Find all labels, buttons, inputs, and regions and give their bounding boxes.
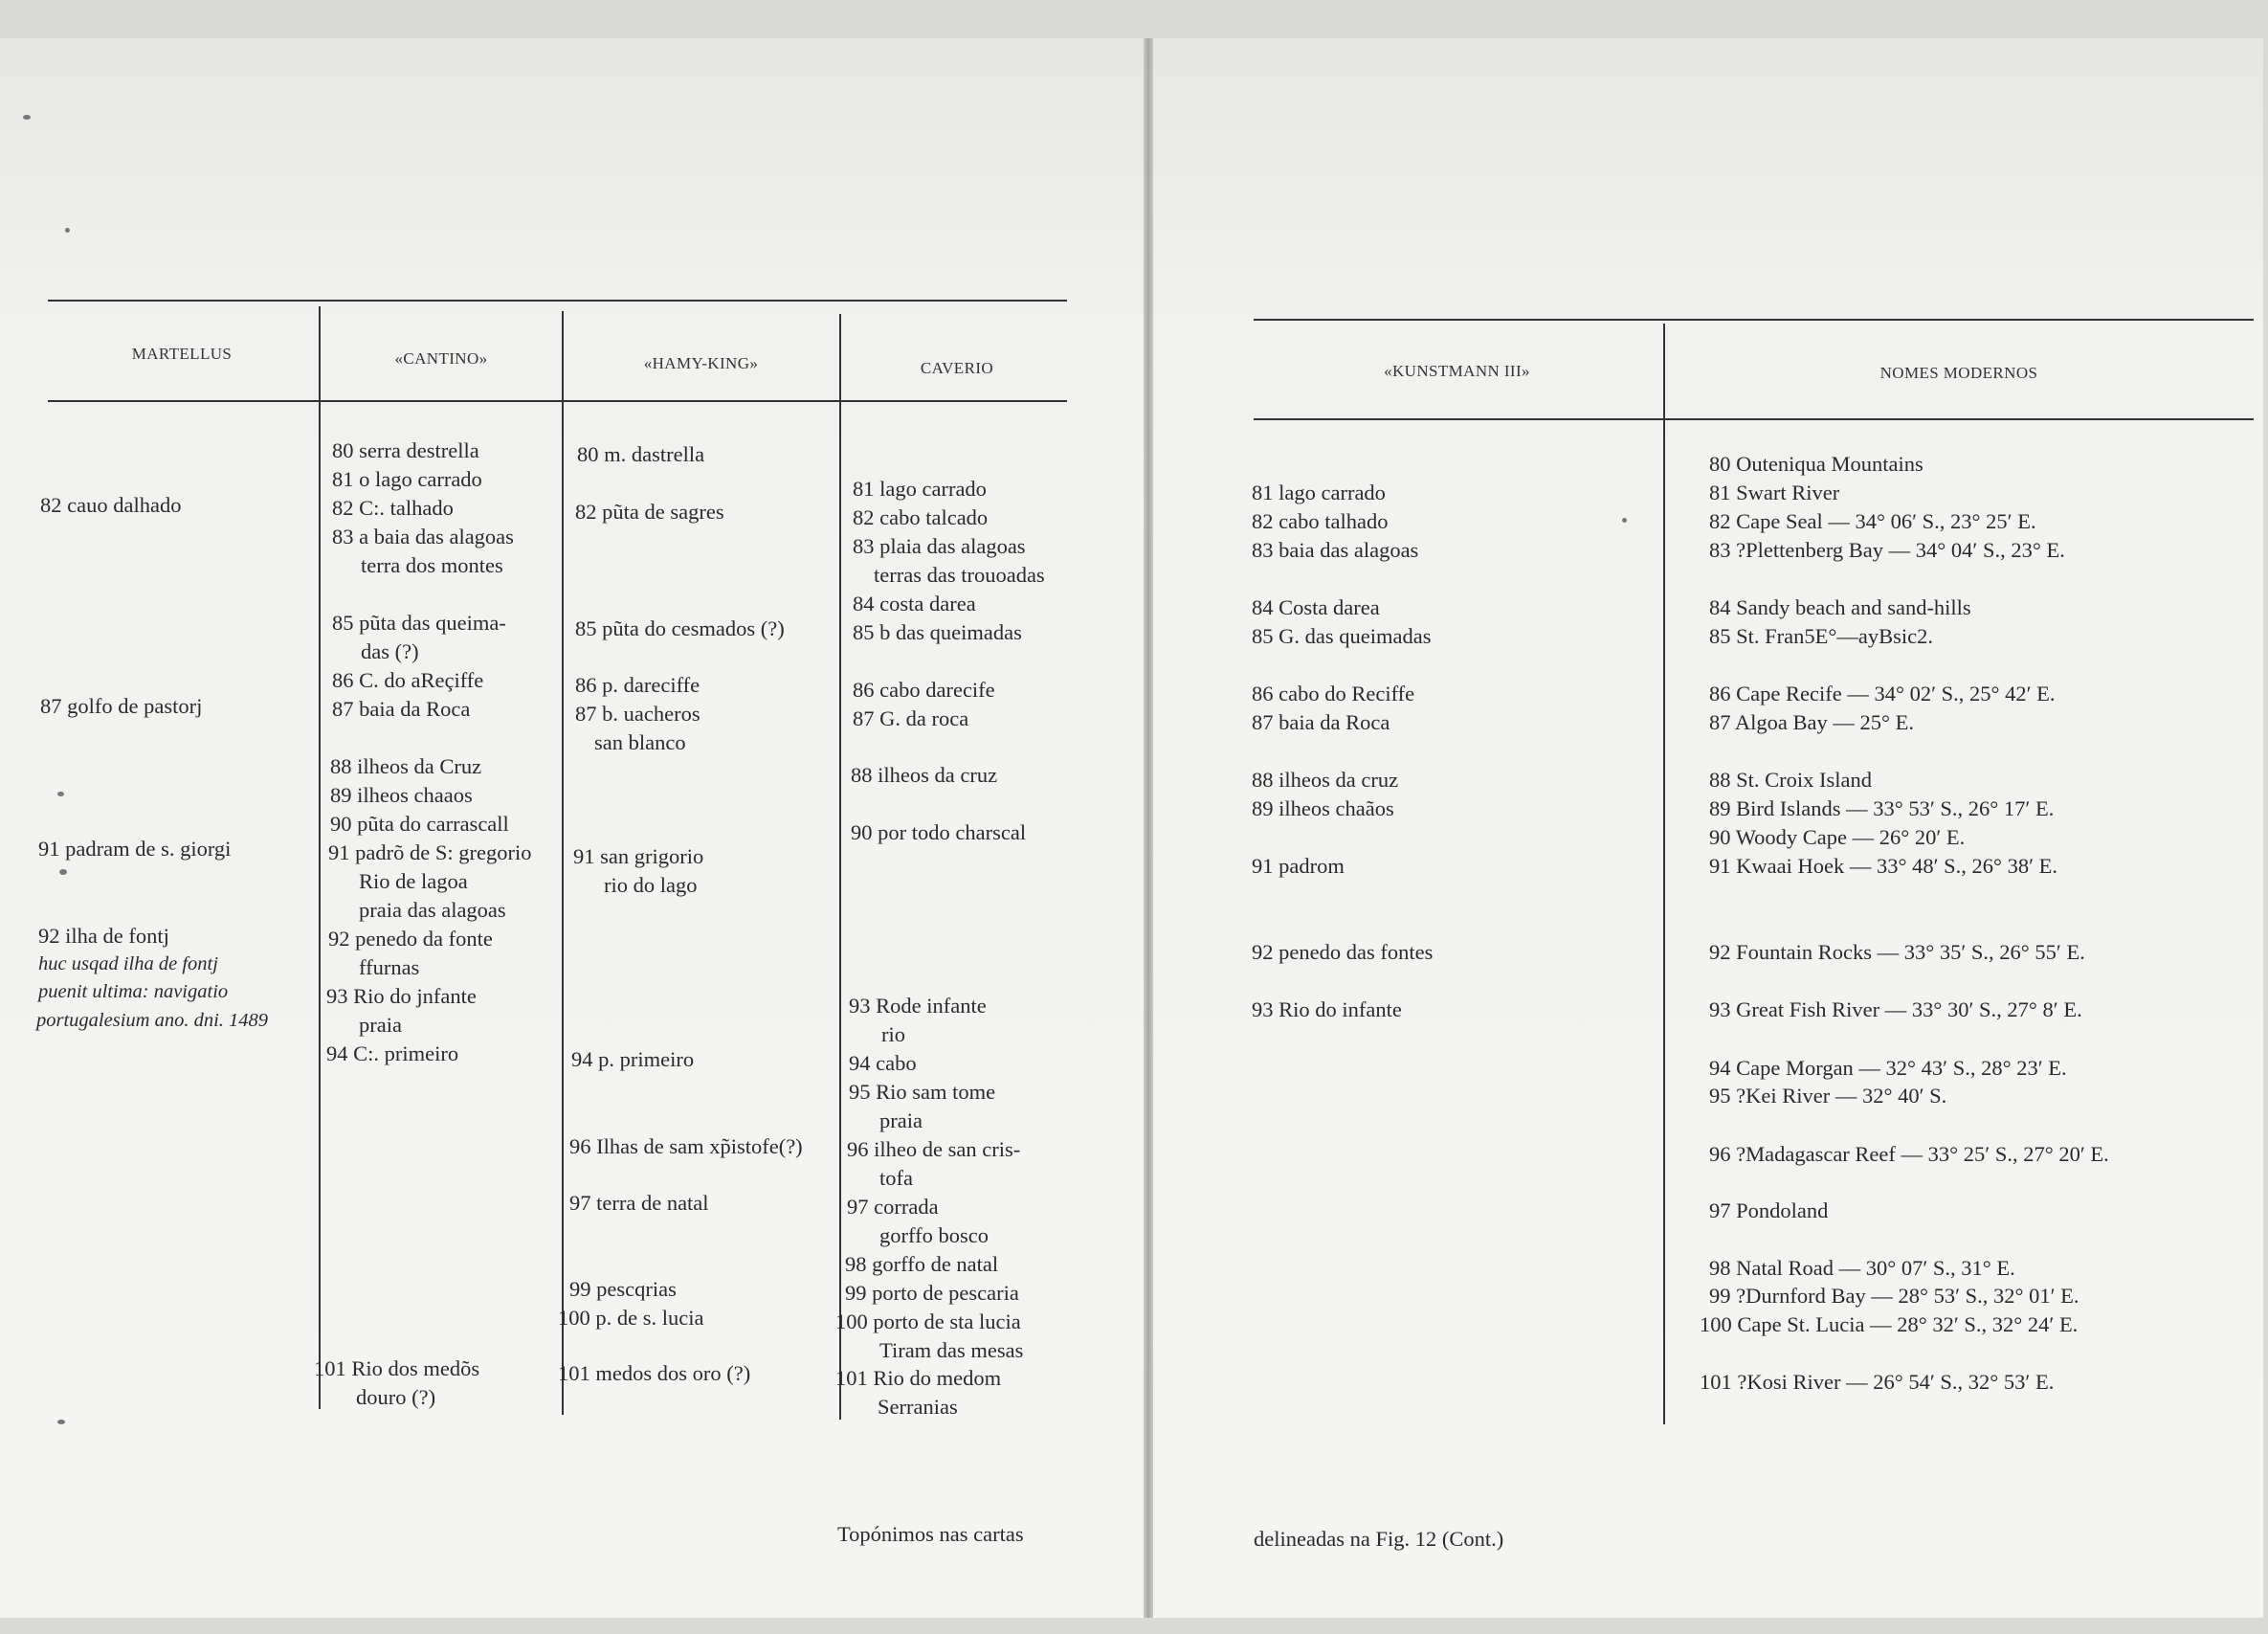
martellus-entry: 92 ilha de fontj [38, 924, 169, 948]
modern-name-entry: 81 Swart River [1709, 481, 1840, 504]
hamy-king-entry: 86 p. dareciffe [575, 673, 700, 697]
caverio-entry: Serranias [878, 1395, 958, 1419]
modern-name-entry: 88 St. Croix Island [1709, 768, 1873, 792]
modern-name-entry: 99 ?Durnford Bay — 28° 53′ S., 32° 01′ E. [1709, 1284, 2079, 1308]
kunstmann-entry: 84 Costa darea [1252, 595, 1380, 619]
martellus-note: portugalesium ano. dni. 1489 [36, 1010, 269, 1031]
martellus-entry: 82 cauo dalhado [40, 493, 182, 517]
modern-name-entry: 92 Fountain Rocks — 33° 35′ S., 26° 55′ E. [1709, 940, 2085, 964]
modern-name-entry: 93 Great Fish River — 33° 30′ S., 27° 8′ E. [1709, 997, 2082, 1021]
caption-right: delineadas na Fig. 12 (Cont.) [1254, 1527, 1504, 1551]
scan-speck [57, 792, 64, 796]
cantino-entry: 91 padrõ de S: gregorio [328, 840, 532, 864]
scan-speck [1622, 518, 1627, 523]
caverio-entry: 99 porto de pescaria [845, 1281, 1019, 1305]
hamy-king-entry: 100 p. de s. lucia [558, 1306, 704, 1330]
kunstmann-entry: 92 penedo das fontes [1252, 940, 1434, 964]
caverio-entry: 82 cabo talcado [853, 505, 989, 529]
modern-name-entry: 87 Algoa Bay — 25° E. [1709, 710, 1914, 734]
kunstmann-entry: 88 ilheos da cruz [1252, 768, 1399, 792]
caverio-entry: rio [881, 1022, 905, 1046]
scan-speck [59, 869, 67, 875]
left-top-rule [48, 300, 1067, 302]
cantino-entry: 90 pũta do carrascall [330, 812, 509, 836]
martellus-entry: 87 golfo de pastorj [40, 694, 203, 718]
caverio-entry: tofa [879, 1166, 913, 1190]
hamy-king-entry: rio do lago [604, 873, 698, 897]
header-hamy-king: «HAMY-KING» [643, 354, 759, 372]
header-nomes-modernos: NOMES MODERNOS [1879, 364, 2038, 382]
cantino-entry: praia [359, 1013, 402, 1037]
kunstmann-entry: 87 baia da Roca [1252, 710, 1390, 734]
scan-speck [57, 1420, 65, 1424]
kunstmann-entry: 83 baia das alagoas [1252, 538, 1419, 562]
modern-name-entry: 84 Sandy beach and sand-hills [1709, 595, 1971, 619]
hamy-king-entry: 80 m. dastrella [577, 442, 705, 466]
right-top-rule [1254, 319, 2254, 321]
scan-speck [23, 115, 31, 120]
martellus-note: puenit ultima: navigatio [38, 981, 229, 1002]
hamy-king-entry: 87 b. uacheros [575, 702, 700, 726]
cantino-entry: douro (?) [356, 1385, 436, 1409]
caption-left: Topónimos nas cartas [837, 1522, 1024, 1546]
hamy-king-entry: 96 Ilhas de sam xp̃istofe(?) [569, 1134, 803, 1158]
hamy-king-entry: 94 p. primeiro [571, 1047, 695, 1071]
cantino-entry: 88 ilheos da Cruz [330, 754, 482, 778]
cantino-entry: 85 pũta das queima- [332, 611, 506, 635]
hamy-king-entry: san blanco [594, 730, 686, 754]
caverio-entry: 81 lago carrado [853, 477, 987, 501]
modern-name-entry: 101 ?Kosi River — 26° 54′ S., 32° 53′ E. [1700, 1370, 2055, 1394]
caverio-entry: praia [879, 1108, 923, 1132]
cantino-entry: Rio de lagoa [359, 869, 468, 893]
header-kunstmann: «KUNSTMANN III» [1384, 362, 1530, 380]
cantino-entry: 93 Rio do jnfante [326, 984, 477, 1008]
martellus-note: huc usqad ilha de fontj [38, 953, 218, 974]
header-caverio: CAVERIO [920, 359, 994, 377]
hamy-king-entry: 97 terra de natal [569, 1191, 709, 1215]
hamy-king-entry: 82 pũta de sagres [575, 500, 724, 524]
modern-name-entry: 82 Cape Seal — 34° 06′ S., 23° 25′ E. [1709, 509, 2036, 533]
caverio-entry: 101 Rio do medom [835, 1366, 1002, 1390]
modern-name-entry: 86 Cape Recife — 34° 02′ S., 25° 42′ E. [1709, 682, 2056, 705]
hamy-king-entry: 99 pescqrias [569, 1277, 677, 1301]
martellus-entry: 91 padram de s. giorgi [38, 837, 232, 861]
cantino-entry: 80 serra destrella [332, 438, 479, 462]
hamy-king-entry: 101 medos dos oro (?) [558, 1361, 751, 1385]
kunstmann-entry: 85 G. das queimadas [1252, 624, 1432, 648]
cantino-entry: das (?) [361, 639, 419, 663]
kunstmann-entry: 86 cabo do Reciffe [1252, 682, 1415, 705]
caverio-entry: 87 G. da roca [853, 706, 969, 730]
modern-name-entry: 97 Pondoland [1709, 1198, 1829, 1222]
hamy-king-entry: 91 san grigorio [573, 844, 704, 868]
col-divider-3 [839, 314, 841, 1420]
kunstmann-entry: 89 ilheos chaãos [1252, 796, 1394, 820]
book-gutter [1144, 38, 1153, 1618]
cantino-entry: 86 C. do aReçiffe [332, 668, 484, 692]
cantino-entry: 92 penedo da fonte [328, 927, 493, 951]
kunstmann-entry: 91 padrom [1252, 854, 1345, 878]
caverio-entry: 84 costa darea [853, 592, 976, 616]
modern-name-entry: 85 St. Fran5E°—ayBsic2. [1709, 624, 1933, 648]
left-header-rule [48, 400, 1067, 402]
col-divider-1 [319, 306, 321, 1409]
cantino-entry: praia das alagoas [359, 898, 506, 922]
modern-name-entry: 80 Outeniqua Mountains [1709, 452, 1923, 476]
caverio-entry: terras das trouoadas [874, 563, 1045, 587]
right-header-rule [1254, 418, 2254, 420]
caverio-entry: 100 porto de sta lucia [835, 1309, 1021, 1333]
caverio-entry: 93 Rode infante [849, 994, 987, 1018]
modern-name-entry: 100 Cape St. Lucia — 28° 32′ S., 32° 24′ E. [1700, 1312, 2079, 1336]
modern-name-entry: 89 Bird Islands — 33° 53′ S., 26° 17′ E. [1709, 796, 2055, 820]
caverio-entry: 97 corrada [847, 1195, 939, 1219]
caverio-entry: 88 ilheos da cruz [851, 763, 998, 787]
caverio-entry: 83 plaia das alagoas [853, 534, 1026, 558]
kunstmann-entry: 82 cabo talhado [1252, 509, 1389, 533]
caverio-entry: 90 por todo charscal [851, 820, 1027, 844]
caverio-entry: 94 cabo [849, 1051, 917, 1075]
modern-name-entry: 91 Kwaai Hoek — 33° 48′ S., 26° 38′ E. [1709, 854, 2058, 878]
modern-name-entry: 94 Cape Morgan — 32° 43′ S., 28° 23′ E. [1709, 1056, 2067, 1080]
cantino-entry: 83 a baia das alagoas [332, 525, 514, 548]
modern-name-entry: 98 Natal Road — 30° 07′ S., 31° E. [1709, 1256, 2015, 1280]
cantino-entry: 87 baia da Roca [332, 697, 471, 721]
kunstmann-entry: 93 Rio do infante [1252, 997, 1402, 1021]
cantino-entry: 101 Rio dos medõs [314, 1356, 480, 1380]
kunstmann-entry: 81 lago carrado [1252, 481, 1386, 504]
col-divider-4 [1663, 324, 1665, 1424]
cantino-entry: 81 o lago carrado [332, 467, 482, 491]
cantino-entry: terra dos montes [361, 553, 503, 577]
caverio-entry: 98 gorffo de natal [845, 1252, 999, 1276]
caverio-entry: 85 b das queimadas [853, 620, 1022, 644]
caverio-entry: gorffo bosco [879, 1223, 989, 1247]
scan-speck [65, 228, 70, 233]
modern-name-entry: 90 Woody Cape — 26° 20′ E. [1709, 825, 1966, 849]
hamy-king-entry: 85 pũta do cesmados (?) [575, 616, 785, 640]
header-cantino: «CANTINO» [394, 349, 488, 368]
caverio-entry: 95 Rio sam tome [849, 1080, 996, 1104]
cantino-entry: 82 C:. talhado [332, 496, 454, 520]
caverio-entry: 86 cabo darecife [853, 678, 995, 702]
caverio-entry: Tiram das mesas [879, 1338, 1024, 1362]
modern-name-entry: 96 ?Madagascar Reef — 33° 25′ S., 27° 20′ E. [1709, 1142, 2109, 1166]
header-martellus: MARTELLUS [131, 345, 233, 363]
cantino-entry: 89 ilheos chaaos [330, 783, 473, 807]
cantino-entry: ffurnas [359, 955, 420, 979]
col-divider-2 [562, 311, 564, 1415]
modern-name-entry: 95 ?Kei River — 32° 40′ S. [1709, 1084, 1947, 1108]
caverio-entry: 96 ilheo de san cris- [847, 1137, 1021, 1161]
cantino-entry: 94 C:. primeiro [326, 1041, 459, 1065]
modern-name-entry: 83 ?Plettenberg Bay — 34° 04′ S., 23° E. [1709, 538, 2065, 562]
